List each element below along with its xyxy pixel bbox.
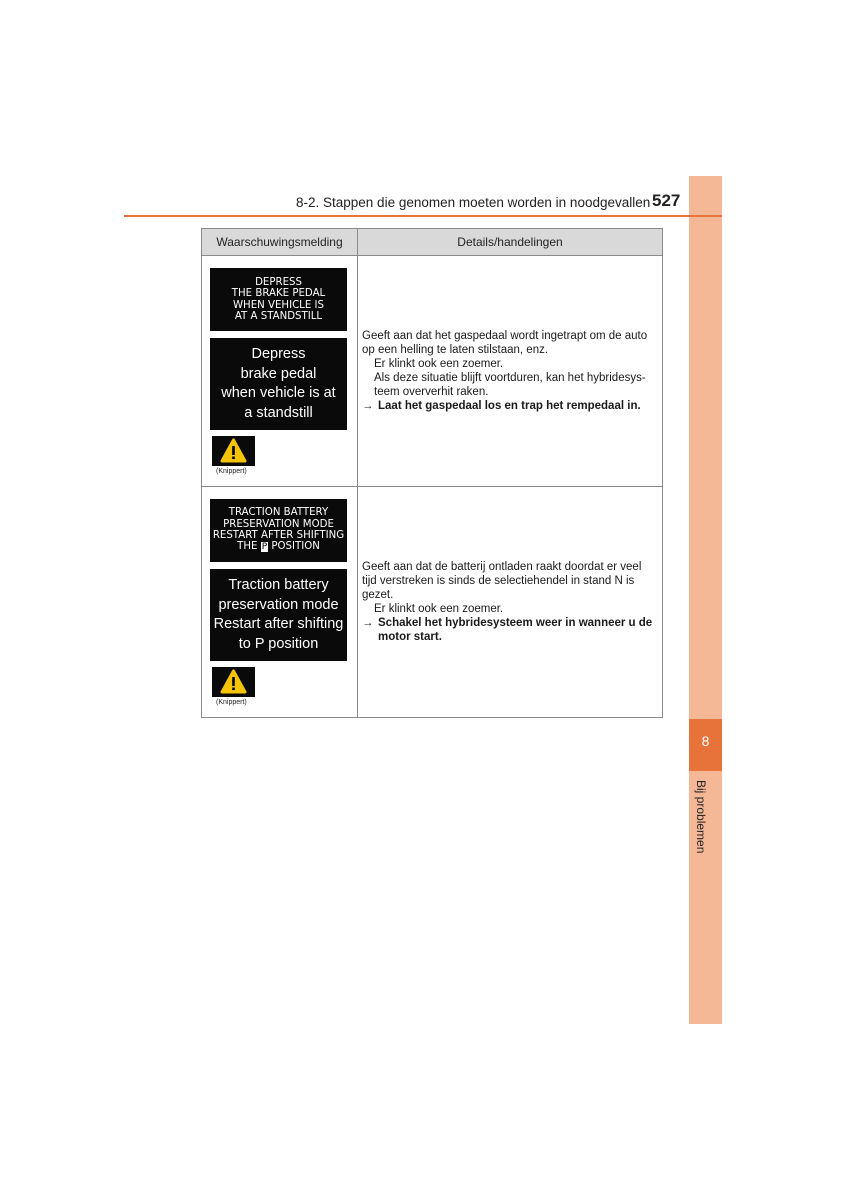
description-line: gezet. [362,589,394,601]
note-line: Er klinkt ook een zoemer. [374,603,504,615]
details-cell [358,256,663,487]
warning-triangle-icon [212,436,255,466]
chapter-label: Bij problemen [694,780,708,854]
lcd-message-large: Traction battery preservation mode Restart after shifting to P position [210,569,347,661]
details-cell [358,487,663,718]
note-line: Als deze situatie blijft voortduren, kan het hybridesys- [374,372,646,384]
blink-label: (Knippert) [216,468,247,475]
col-header-warning: Waarschuwingsmelding [202,229,358,256]
action-line [362,616,656,644]
description-line: op een helling te laten stilstaan, enz. [362,344,549,356]
description-line: Geeft aan dat de batterij ontladen raakt doordat er veel [362,561,642,573]
warning-triangle-icon [212,667,255,697]
warning-cell [202,487,358,718]
p-position-badge: P [261,542,268,553]
lcd-message-small: TRACTION BATTERY PRESERVATION MODE RESTART AFTER SHIFTING THE P POSITION [210,499,347,562]
blink-label: (Knippert) [216,699,247,706]
page-number: 527 [652,191,681,210]
action-text: Laat het gaspedaal los en trap het rempedaal in. [378,400,641,412]
chapter-number-badge: 8 [689,719,722,771]
col-header-details: Details/handelingen [358,229,663,256]
note-line: teem oververhit raken. [374,386,489,398]
description-line: Geeft aan dat het gaspedaal wordt ingetrapt om de auto [362,330,648,342]
description-line: tijd verstreken is sinds de selectiehendel in stand N is [362,575,635,587]
table-row [202,256,663,487]
header-rule [124,215,722,217]
table-row [202,487,663,718]
action-line [362,399,656,413]
warning-table [201,228,663,718]
lcd-message-large: Depress brake pedal when vehicle is at a standstill [210,338,347,430]
arrow-icon: → [362,400,374,412]
side-tab [689,176,722,1024]
warning-cell [202,256,358,487]
section-title: 8-2. Stappen die genomen moeten worden in noodgevallen [296,195,651,210]
table-header-row [202,229,663,256]
arrow-icon: → [362,617,374,629]
lcd-message-small: DEPRESS THE BRAKE PEDAL WHEN VEHICLE IS AT A STANDSTILL [210,268,347,331]
note-line: Er klinkt ook een zoemer. [374,358,504,370]
action-text: motor start. [378,631,442,643]
action-text: Schakel het hybridesysteem weer in wanneer u de [378,617,653,629]
